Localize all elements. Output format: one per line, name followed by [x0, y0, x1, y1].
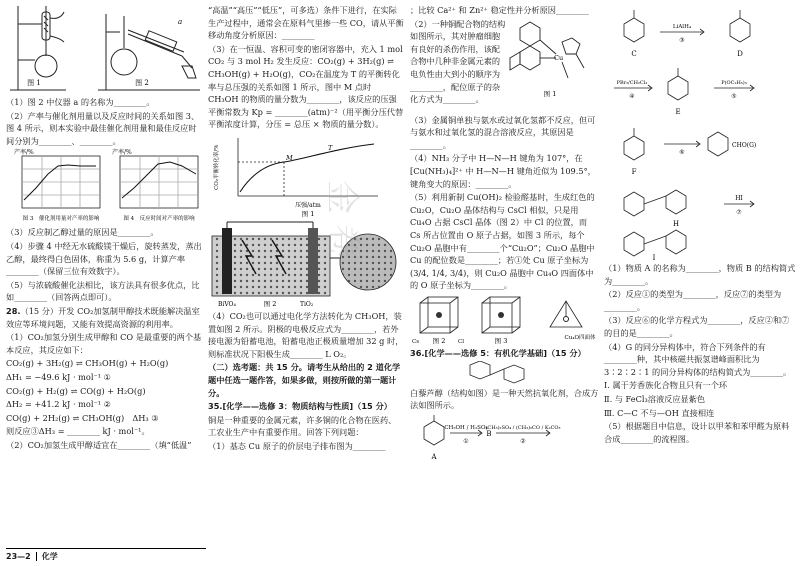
subject-label: 化学: [41, 552, 58, 561]
equation-3: CO(g) + 2H₂(g) ⇌ CH₃OH(g) ΔH₃ ③: [6, 412, 159, 423]
question-36-3: （3）反应⑥的化学方程式为________，反应②和⑦的目的是________。: [604, 315, 790, 338]
cell-label-tio2: TiO₂: [300, 300, 314, 308]
distillation-apparatus-drawing: [98, 14, 200, 90]
reagent-4: PBr₃/CH₂Cl₂: [616, 80, 648, 86]
question-35-4: （4）NH₃ 分子中 H—N—H 键角为 107°，在 [Cu(NH₃)₄]²⁺ 中 H—N—H 键角近似为 109.5°，键角变大的原因：________。: [410, 153, 596, 189]
chart-point-t: T: [328, 143, 333, 152]
footer-divider: [36, 552, 37, 561]
compound-c-label: C: [631, 50, 637, 58]
cu-atom-label: Cu: [554, 53, 564, 62]
reagent-3: LiAlH₄: [672, 24, 692, 30]
question-28-4: （4）CO₂也可以通过电化学方法转化为 CH₃OH，装置如图 2 所示。阴极的电极反应式为________，若外接电源为铅蓄电池，铅蓄电池正极质量增加 32 g 时，则标准状况下阳极生成________ L O₂。: [208, 310, 404, 359]
legend-cu4o: Cu₄O四面体: [564, 334, 596, 341]
reagent-7-number: ⑦: [736, 209, 742, 216]
reagent-6-number: ⑥: [679, 149, 685, 156]
legend-cs: Cs: [412, 338, 420, 345]
cell-label-bivo4: BiVO₄: [218, 300, 236, 308]
cell-caption: 图 2: [263, 299, 277, 308]
question-27-3: （3）反应制乙醇过量的原因是________。: [6, 227, 159, 238]
question-36-text: 白藜芦醇（结构如图）是一种天然抗氧化剂，合成方法如图所示。: [410, 387, 599, 411]
copper-complex-structure: [506, 18, 598, 114]
question-36-2: （2）反应①的类型为________，反应⑦的类型为________。: [604, 289, 782, 312]
reagent-7: HI: [735, 195, 743, 202]
question-27-2: （2）产率与催化剂用量以及反应时间的关系如图 3、图 4 所示，则本实验中最佳催化剂用量和最佳反应时间分别为________、________。: [6, 110, 200, 146]
condition-2: Ⅱ. 与 FeCl₃溶液反应显紫色: [604, 393, 706, 404]
question-36-stem: [410, 347, 600, 360]
question-27-1: （1）图 2 中仪器 a 的名称为________。: [6, 97, 155, 107]
question-28-2: （2）CO₂加氢生成甲醇适宜在________（填“低温”: [6, 439, 192, 450]
question-35-2-block: [410, 18, 600, 114]
question-35-number: 35.: [208, 401, 223, 412]
question-36-1: （1）物质 A 的名称为________，物质 B 的结构简式为________。: [604, 263, 796, 286]
equation-2: CO₂(g) + H₂(g) ⇌ CO(g) + H₂O(g): [6, 385, 146, 396]
question-35-3: （3）金属铜单独与氨水或过氧化氢都不反应，但可与氨水和过氧化氢的混合溶液反应，其原因是________。: [410, 114, 596, 150]
column-3: [410, 4, 600, 463]
reagent-2: (CH₃)₂SO₄ / (CH₃)₂CO / K₂CO₃: [485, 424, 561, 431]
condition-3: Ⅲ. C—C 不与—OH 直接相连: [604, 407, 715, 418]
chart3-caption: 图 3 催化剂用量对产率的影响: [22, 216, 100, 223]
question-35-1-cont: ；比较 Ca²⁺ 和 Zn²⁺ 稳定性并分析原因________: [410, 5, 589, 15]
chart3-ylabel: 产率/%: [14, 149, 34, 157]
question-27-4: （4）步骤 4 中经无水硫酸镁干燥后，旋转蒸发，蒸出乙醇，最终得白色固体，称重为 5.6 g，计算产率________（保留三位有效数字）。: [6, 240, 202, 277]
question-36-title: [化学——选修 5：有机化学基础]（15 分）: [424, 347, 586, 358]
question-35-title: [化学——选修 3：物质结构与性质]（15 分）: [222, 401, 392, 412]
question-28-2-cont: “高温”“高压”“低压”，可多选）条件下进行，在实际生产过程中，通常会在原料气里掺一些 CO，请从平衡移动角度分析原因：________: [208, 5, 404, 41]
question-28-number: 28.: [6, 305, 21, 316]
electrolysis-cell: [208, 218, 404, 310]
question-28-1: （1）CO₂加氢分别生成甲醇和 CO 是最重要的两个基本反应，其反应如下：: [6, 332, 202, 355]
compound-i-label: I: [652, 254, 656, 262]
legend-cl: Cl: [458, 338, 464, 345]
reagent-3-number: ③: [679, 37, 685, 44]
chart4-ylabel: 产率/%: [112, 149, 132, 157]
question-35-1: （1）基态 Cu 原子的价层电子排布图为________: [208, 440, 386, 451]
column-4: [604, 4, 796, 446]
equation-1-dh: ΔH₁ = −49.6 kJ · mol⁻¹ ①: [6, 371, 112, 382]
fig1-caption: 图 1: [27, 79, 41, 87]
compound-f-label: F: [631, 168, 637, 176]
compound-b-label: B: [486, 429, 492, 438]
compound-e-label: E: [675, 108, 681, 116]
question-28-text: 开发 CO₂加氢制甲醇技术既能解决温室效应等环境问题，又能有效提高资源的利用率。: [6, 305, 200, 329]
fig2-caption: 图 2: [135, 79, 149, 87]
elective-note: （二）选考题：共 15 分。请考生从给出的 2 道化学题中任选一题作答，如果多做，则按所做的第一题计分。: [208, 362, 401, 398]
reagent-1: CH₃OH / H₂SO₄: [444, 424, 488, 431]
compound-h-label: H: [672, 220, 680, 228]
crystal-cells: [410, 293, 600, 347]
synthesis-route-chain: [604, 4, 796, 262]
conversion-chart: [208, 132, 404, 218]
crystal-fig3-caption: 图 3: [494, 336, 508, 345]
chart-xlabel: 压强/atm: [295, 201, 321, 209]
reagent-4-number: ④: [629, 93, 635, 100]
apparatus-figures: [6, 4, 202, 96]
chart-caption: 图 1: [301, 209, 315, 218]
crystal-fig2-caption: 图 2: [432, 336, 446, 345]
question-36-4: （4）G 的同分异构体中，符合下列条件的有________种，其中核磁共振氢谱峰面积比为 3∶2∶2∶1 的同分异构体的结构简式为________。: [604, 341, 792, 377]
reagent-1-number: ①: [463, 437, 469, 445]
question-28-stem: [6, 305, 202, 330]
equation-3-question: 则反应③ΔH₃ = ________ kJ · mol⁻¹。: [6, 426, 150, 437]
question-35-stem: [208, 400, 404, 413]
question-35-5: （5）利用新制 Cu(OH)₂ 检验醛基时，生成红色的 Cu₂O，Cu₂O 晶体结构与 CsCl 相似，只是用 Cu₄O 占据 CsCl 晶体（图 2）中 Cl 的位置，而 Cs 所占位置由 O 原子占据，如图 3 所示，每个 Cu₂O 晶胞中有________个“Cu₂O”；Cu₂O 晶胞中 Cu 的配位数是________；若①处 Cu 原子坐标为 (3/4, 1/4, 3/4)，则 Cu₂O 晶胞中 Cu₄O 四面体中的 O 原子坐标为________。: [410, 192, 595, 291]
yield-charts: [6, 148, 202, 226]
reagent-2-number: ②: [520, 437, 526, 445]
compound-g-label: CHO(G): [732, 142, 757, 149]
reflux-apparatus-drawing: [10, 6, 66, 90]
reagent-5: P(OC₂H₅)₃: [721, 80, 747, 86]
condition-1: Ⅰ. 属于芳香族化合物且只有一个环: [604, 380, 728, 391]
compound-d-label: D: [737, 50, 743, 58]
question-28-score: （15 分）: [20, 305, 59, 316]
complex-caption: 图 1: [543, 89, 557, 98]
question-35-2: （2）一种铜配合物的结构如图所示，其对肿瘤细胞有良好的杀伤作用，该配合物中几种非金属元素的电负性由大到小的顺序为________，配位原子的杂化方式为________。: [410, 18, 506, 105]
chart-ylabel: CO₂平衡转化率/%: [214, 144, 220, 190]
page-number: 23—2: [6, 552, 31, 561]
column-1: [6, 4, 202, 452]
question-36-number: 36.: [410, 347, 425, 358]
equation-2-dh: ΔH₂ = +41.2 kJ · mol⁻¹ ②: [6, 399, 112, 410]
page-footer: [6, 548, 206, 562]
chart-point-m: M: [286, 153, 293, 162]
reagent-5-number: ⑤: [731, 93, 737, 100]
question-36-5: （5）根据题目中信息，设计以甲苯和苯甲醛为原料合成________的流程图。: [604, 421, 790, 444]
question-28-3: （3）在一恒温、容积可变的密闭容器中，充入 1 mol CO₂ 与 3 mol H₂ 发生反应：CO₂(g) + 3H₂(g) ⇌ CH₃OH(g) + H₂O(g)，CO₂在温度为 T 的平衡转化率与总压强的关系如图 1 所示，图中 M 点时 CH₃OH 的物质的量分数为________，该反应的压强平衡常数为 Kp = ________(atm)⁻²（用平衡分压代替平衡浓度计算，分压 = 总压 × 物质的量分数）。: [208, 43, 404, 130]
compound-a-label: A: [431, 452, 437, 461]
column-2: [208, 4, 404, 453]
synthesis-route-ab: [410, 413, 600, 463]
chart4-caption: 图 4 反应时间对产率的影响: [123, 216, 195, 223]
watermark: 金卷: [322, 180, 362, 268]
question-27-5: （5）与浓硫酸催化法相比，该方法具有很多优点，比如________（回答两点即可）。: [6, 279, 200, 303]
fig2-label-a: a: [178, 18, 183, 26]
resveratrol-structure: [410, 361, 600, 387]
equation-1: CO₂(g) + 3H₂(g) ⇌ CH₃OH(g) + H₂O(g): [6, 358, 169, 369]
question-35-text: 铜是一种重要的金属元素，许多铜的化合物在医药、工农业生产中有重要作用。回答下列问题：: [208, 414, 397, 438]
